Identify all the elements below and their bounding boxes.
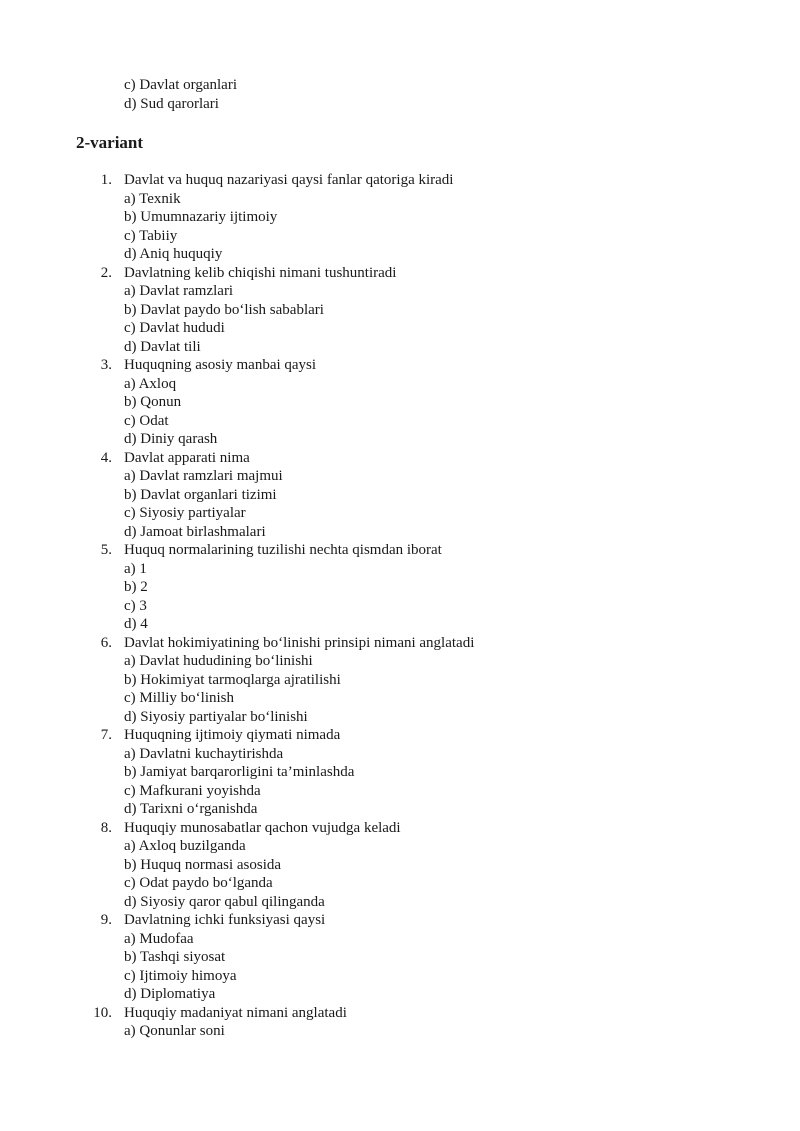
- answer-option: [0, 560, 800, 579]
- question-item: [0, 449, 800, 542]
- answer-option: [0, 301, 800, 320]
- answer-option: [0, 708, 800, 727]
- question-row: [0, 911, 800, 930]
- answer-option-text: b) Qonun: [124, 394, 182, 410]
- answer-option: [0, 393, 800, 412]
- question-item: [0, 911, 800, 1004]
- answer-option-text: c) Odat: [124, 412, 169, 429]
- answer-option-text: a) Davlat hududining bo‘linishi: [124, 653, 313, 669]
- question-item: [0, 356, 800, 449]
- answer-option-text: a) 1: [124, 560, 147, 577]
- question-number: 5.: [100, 542, 112, 558]
- answer-option-text: d) Aniq huquqiy: [124, 246, 223, 262]
- question-text: Davlatning ichki funksiyasi qaysi: [124, 912, 326, 928]
- question-text: Davlat va huquq nazariyasi qaysi fanlar qatoriga kiradi: [124, 172, 454, 188]
- question-text: Davlat hokimiyatining bo‘linishi prinsipi nimani anglatadi: [124, 634, 475, 651]
- answer-option: [0, 412, 800, 431]
- answer-option-text: b) Tashqi siyosat: [124, 949, 226, 965]
- question-row: [0, 634, 800, 653]
- answer-option: [0, 763, 800, 782]
- answer-option: [0, 338, 800, 357]
- answer-option-text: d) Davlat tili: [124, 338, 201, 355]
- answer-option: [0, 689, 800, 708]
- question-text: Davlatning kelib chiqishi nimani tushuntiradi: [124, 264, 397, 281]
- answer-option: [0, 782, 800, 801]
- answer-option-text: a) Mudofaa: [124, 930, 194, 947]
- question-number: 1.: [100, 172, 112, 188]
- answer-option: [0, 486, 800, 505]
- answer-option-text: c) Siyosiy partiyalar: [124, 505, 246, 521]
- question-number: 3.: [100, 357, 112, 373]
- question-row: [0, 449, 800, 468]
- answer-option: [0, 208, 800, 227]
- answer-option: [0, 967, 800, 986]
- answer-option-text: c) 3: [124, 597, 147, 614]
- answer-option: [0, 745, 800, 764]
- question-text: Huquq normalarining tuzilishi nechta qismdan iborat: [124, 542, 442, 558]
- answer-option: [0, 930, 800, 949]
- answer-option-text: a) Axloq: [124, 375, 177, 392]
- answer-option: [0, 893, 800, 912]
- answer-option-text: c) Tabiiy: [124, 227, 178, 244]
- answer-option-text: b) Huquq normasi asosida: [124, 856, 282, 873]
- answer-option-text: c) Milliy bo‘linish: [124, 690, 234, 706]
- answer-option-text: d) Tarixni o‘rganishda: [124, 801, 258, 817]
- answer-option: [0, 856, 800, 875]
- answer-option-text: b) 2: [124, 579, 148, 595]
- answer-option: [0, 430, 800, 449]
- answer-option: [0, 375, 800, 394]
- question-row: [0, 171, 800, 190]
- answer-option-text: c) Ijtimoiy himoya: [124, 967, 237, 984]
- question-row: [0, 1004, 800, 1023]
- question-item: [0, 634, 800, 727]
- question-text: Huquqiy madaniyat nimani anglatadi: [124, 1004, 347, 1021]
- answer-option-text: d) Diplomatiya: [124, 986, 216, 1002]
- answer-option-text: d) Siyosiy qaror qabul qilinganda: [124, 893, 325, 910]
- question-number: 2.: [100, 264, 112, 281]
- answer-option-text: a) Davlat ramzlari majmui: [124, 468, 283, 484]
- question-item: [0, 1004, 800, 1041]
- section-heading: 2-variant: [76, 133, 144, 152]
- question-row: [0, 541, 800, 560]
- answer-option: [0, 652, 800, 671]
- question-row: [0, 726, 800, 745]
- answer-option-text: b) Davlat organlari tizimi: [124, 486, 277, 503]
- question-item: [0, 264, 800, 357]
- answer-option-text: a) Axloq buzilganda: [124, 838, 246, 854]
- question-text: Huquqiy munosabatlar qachon vujudga keladi: [124, 819, 401, 836]
- leading-option-c: c) Davlat organlari: [124, 77, 238, 93]
- answer-option: [0, 985, 800, 1004]
- answer-option: [0, 948, 800, 967]
- answer-option-text: b) Hokimiyat tarmoqlarga ajratilishi: [124, 671, 341, 688]
- question-row: [0, 356, 800, 375]
- answer-option: [0, 282, 800, 301]
- question-text: Huquqning ijtimoiy qiymati nimada: [124, 727, 341, 743]
- question-row: [0, 264, 800, 283]
- answer-option: [0, 245, 800, 264]
- question-list: [0, 171, 800, 1041]
- answer-option: [0, 319, 800, 338]
- answer-option: [0, 874, 800, 893]
- question-number: 8.: [100, 819, 112, 836]
- question-item: [0, 171, 800, 264]
- question-number: 9.: [100, 912, 112, 928]
- question-number: 10.: [93, 1004, 112, 1021]
- answer-option-text: c) Davlat hududi: [124, 320, 225, 336]
- answer-option-text: a) Davlat ramzlari: [124, 283, 234, 299]
- answer-option-text: b) Davlat paydo bo‘lish sabablari: [124, 301, 324, 318]
- question-text: Davlat apparati nima: [124, 449, 250, 466]
- answer-option: [0, 190, 800, 209]
- answer-option-text: d) Siyosiy partiyalar bo‘linishi: [124, 708, 308, 725]
- answer-option: [0, 615, 800, 634]
- question-number: 4.: [100, 449, 112, 466]
- answer-option-text: a) Texnik: [124, 190, 181, 207]
- answer-option-text: c) Mafkurani yoyishda: [124, 782, 261, 799]
- answer-option: [0, 597, 800, 616]
- question-item: [0, 541, 800, 634]
- answer-option: [0, 467, 800, 486]
- answer-option: [0, 504, 800, 523]
- answer-option-text: a) Davlatni kuchaytirishda: [124, 745, 284, 762]
- leading-option-d: d) Sud qarorlari: [124, 96, 219, 112]
- answer-option-text: d) Jamoat birlashmalari: [124, 523, 266, 540]
- answer-option: [0, 671, 800, 690]
- question-number: 6.: [100, 634, 112, 651]
- answer-option-text: d) Diniy qarash: [124, 431, 218, 447]
- question-item: [0, 726, 800, 819]
- answer-option: [0, 837, 800, 856]
- answer-option: [0, 1022, 800, 1041]
- answer-option: [0, 800, 800, 819]
- answer-option-text: d) 4: [124, 616, 148, 632]
- answer-option: [0, 578, 800, 597]
- answer-option-text: c) Odat paydo bo‘lganda: [124, 875, 273, 891]
- answer-option-text: b) Jamiyat barqarorligini ta’minlashda: [124, 764, 355, 780]
- answer-option: [0, 227, 800, 246]
- answer-option-text: b) Umumnazariy ijtimoiy: [124, 209, 278, 225]
- question-row: [0, 819, 800, 838]
- answer-option-text: a) Qonunlar soni: [124, 1023, 225, 1039]
- question-text: Huquqning asosiy manbai qaysi: [124, 357, 317, 373]
- question-item: [0, 819, 800, 912]
- question-number: 7.: [100, 727, 112, 743]
- answer-option: [0, 523, 800, 542]
